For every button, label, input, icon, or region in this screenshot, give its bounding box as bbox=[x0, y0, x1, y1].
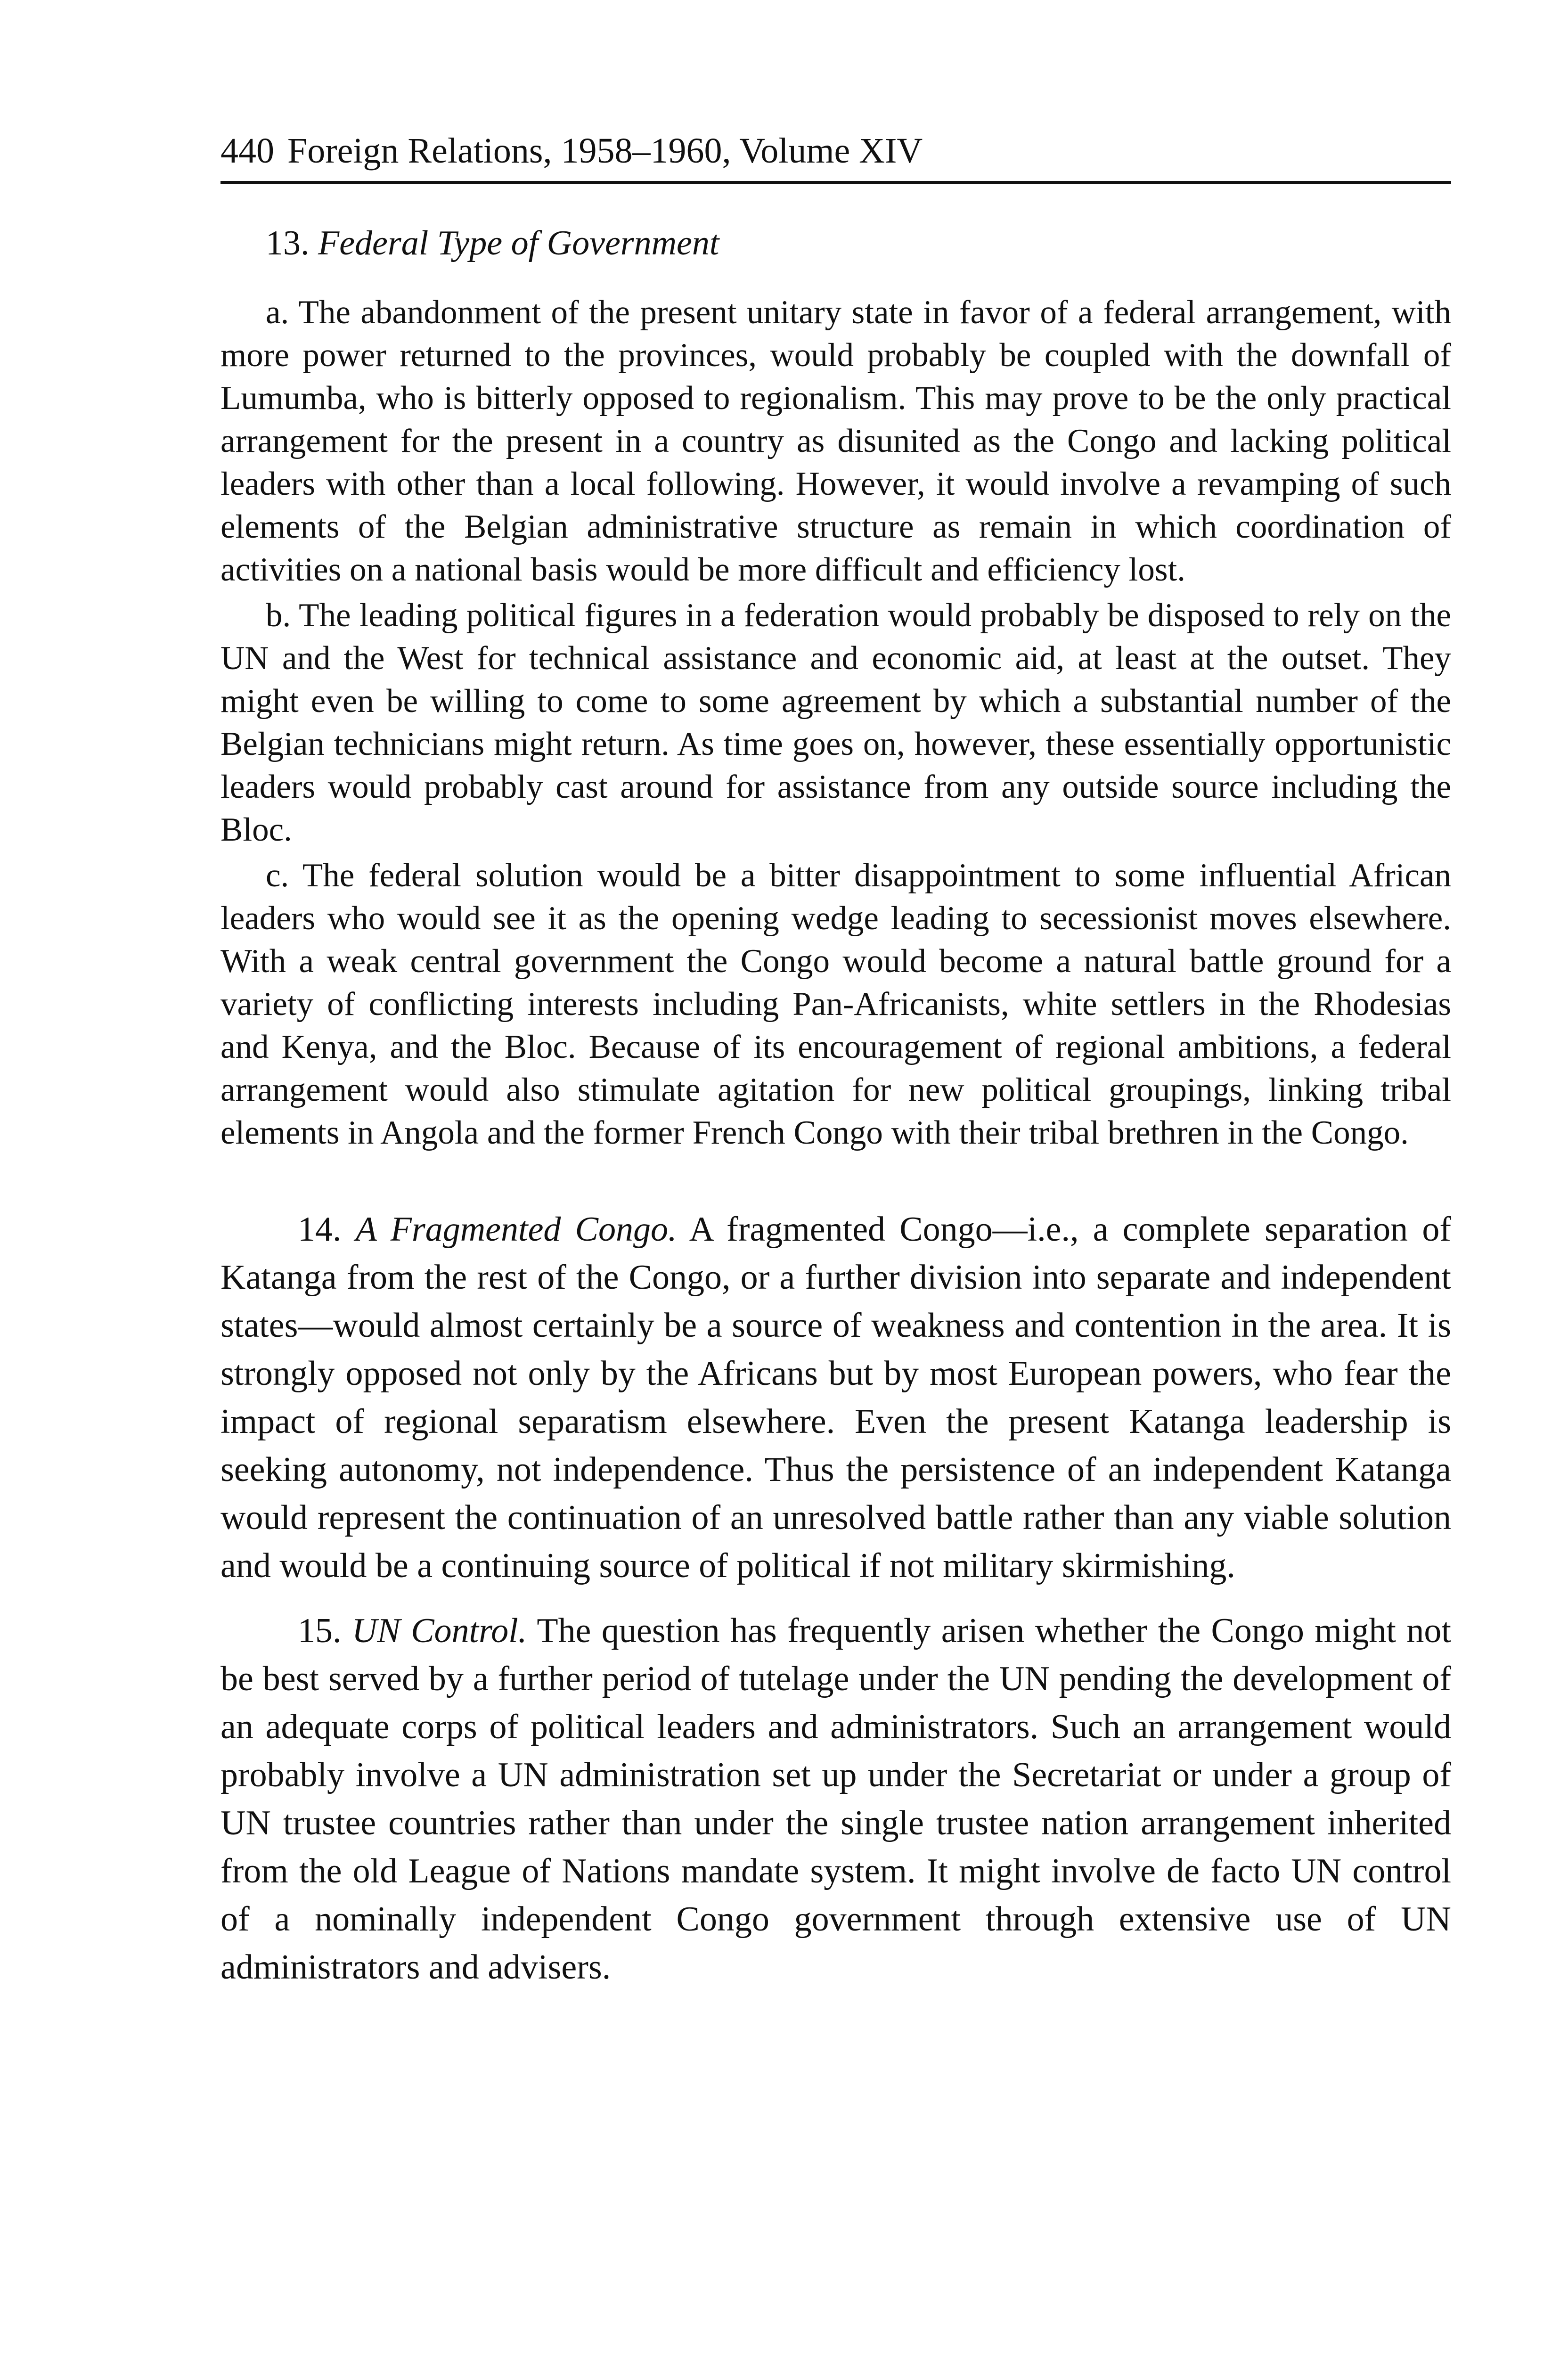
section-13-title: Federal Type of Government bbox=[318, 224, 719, 262]
section-15-title: UN Control. bbox=[351, 1612, 527, 1650]
section-15-body: The question has frequently arisen whether the Congo might not be best served by a further period of tutelage under the UN pending the development of an adequate corps of political leaders and administrators. Such an arrangement would probably involve a UN administration set up under the Secretariat or under a group of UN trustee countries rather than under the single trustee nation arrangement inherited from the old League of Nations mandate system. It might involve de facto UN control of a nominally independent Congo government through extensive use of UN administrators and advisers. bbox=[220, 1612, 1451, 1987]
section-13 bbox=[220, 220, 1451, 1154]
section-14 bbox=[220, 1205, 1451, 1590]
section-14-number: 14. bbox=[298, 1210, 356, 1249]
running-head-title: Foreign Relations, 1958–1960, Volume XIV bbox=[287, 131, 923, 171]
section-13-paragraph-b: b. The leading political figures in a federation would probably be disposed to rely on the UN and the West for technical assistance and economic aid, at least at the outset. They might even be willing to come to some agreement by which a substantial number of the Belgian technicians might return. As time goes on, however, these essentially opportunistic leaders would probably cast around for assistance from any outside source including the Bloc. bbox=[220, 597, 1451, 848]
section-15 bbox=[220, 1607, 1451, 1991]
running-head bbox=[220, 127, 1451, 184]
section-13-heading bbox=[220, 220, 1451, 267]
document-page bbox=[220, 127, 1451, 1991]
section-13-paragraph-a: a. The abandonment of the present unitary state in favor of a federal arrangement, with more power returned to the provinces, would probably be coupled with the downfall of Lumumba, who is bitterly opposed to regionalism. This may prove to be the only practical arrangement for the present in a country as disunited as the Congo and lacking political leaders with other than a local following. However, it would involve a revamping of such elements of the Belgian administrative structure as remain in which coordination of activities on a national basis would be more difficult and efficiency lost. bbox=[220, 294, 1451, 588]
section-14-title: A Fragmented Congo. bbox=[355, 1210, 677, 1249]
section-13-paragraph-c: c. The federal solution would be a bitter disappointment to some influential African leaders who would see it as the opening wedge leading to secessionist moves elsewhere. With a weak central government the Congo would become a natural battle ground for a variety of conflicting interests including Pan-Africanists, white settlers in the Rhodesias and Kenya, and the Bloc. Because of its encouragement of regional ambitions, a federal arrangement would also stimulate agitation for new political groupings, linking tribal elements in Angola and the former French Congo with their tribal brethren in the Congo. bbox=[220, 857, 1451, 1151]
section-15-number: 15. bbox=[298, 1612, 352, 1650]
section-14-body: A fragmented Congo—i.e., a complete separation of Katanga from the rest of the Congo, or a further division into separate and independent states—would almost certainly be a source of weakness and contention in the area. It is strongly opposed not only by the Africans but by most European powers, who fear the impact of regional separatism elsewhere. Even the present Katanga leadership is seeking autonomy, not independence. Thus the persistence of an independent Katanga would represent the continuation of an unresolved battle rather than any viable solution and would be a continuing source of political if not military skirmishing. bbox=[220, 1210, 1451, 1585]
page-number: 440 bbox=[220, 131, 274, 171]
section-13-number: 13. bbox=[266, 224, 318, 262]
section-15-paragraph bbox=[220, 1607, 1451, 1991]
section-14-paragraph bbox=[220, 1205, 1451, 1590]
